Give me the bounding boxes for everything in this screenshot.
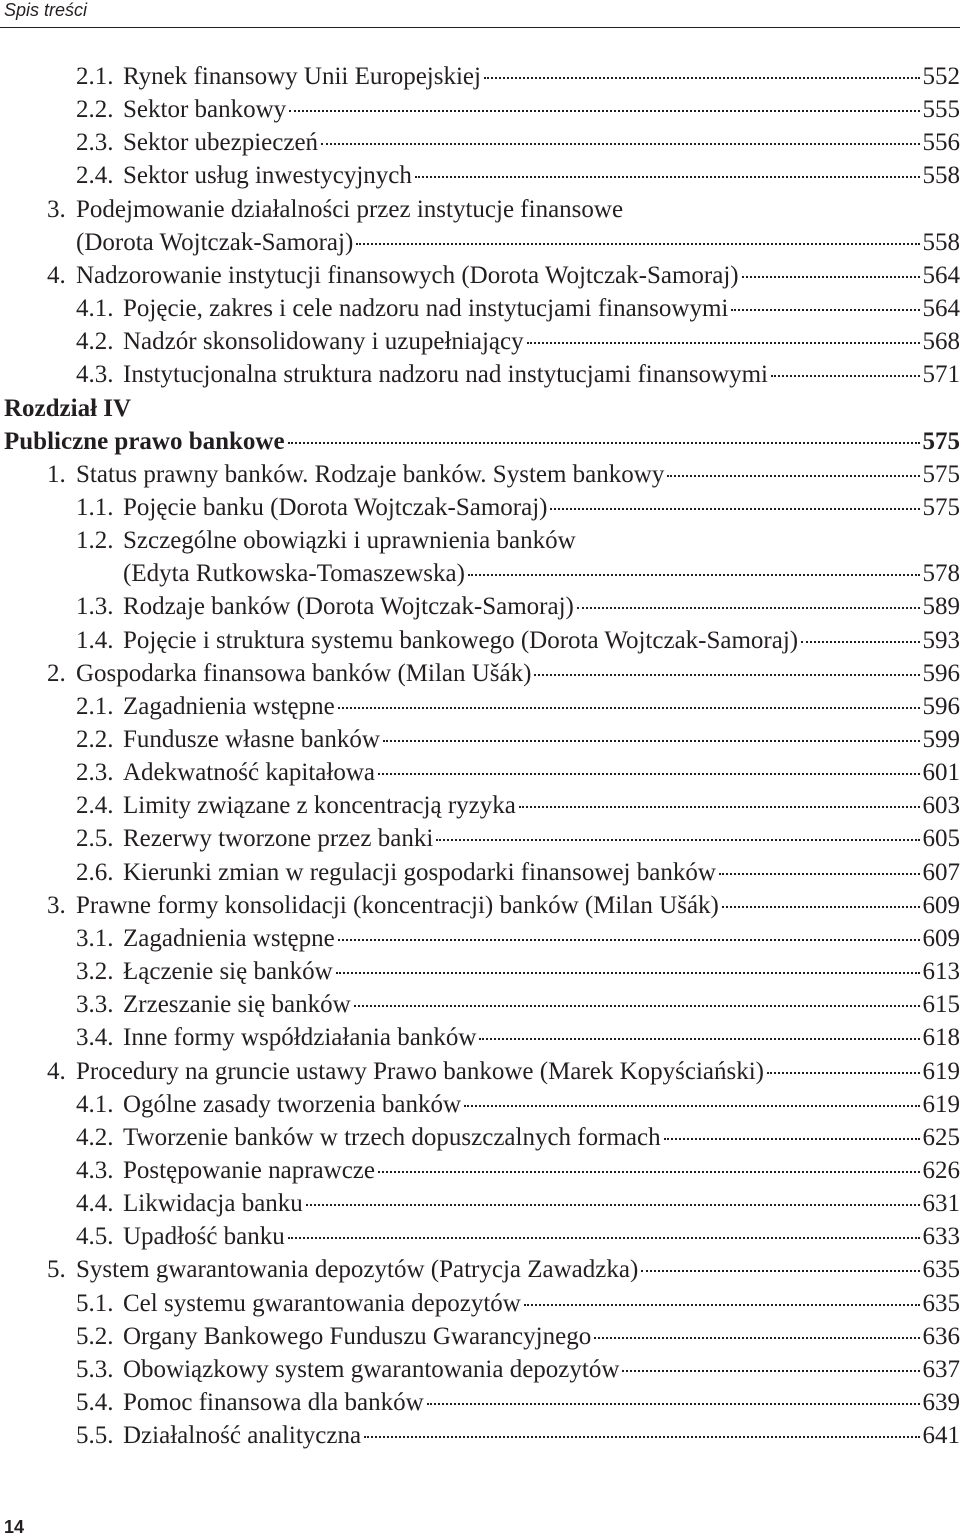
dot-leader	[767, 1072, 919, 1074]
toc-entry-number: 4.2.	[76, 328, 114, 356]
toc-entry-title: Publiczne prawo bankowe	[4, 427, 285, 455]
toc-entry	[0, 193, 960, 226]
dot-leader	[641, 1270, 919, 1272]
dot-leader	[321, 143, 919, 145]
toc-entry-title: Łączenie się banków	[123, 958, 333, 986]
toc-page-number: 593	[922, 626, 960, 654]
dot-leader	[354, 1005, 920, 1007]
toc-entry	[0, 557, 960, 590]
toc-entry-number: 2.3.	[76, 759, 114, 787]
toc-entry-title: Rozdział IV	[4, 394, 132, 422]
toc-entry-title: Rezerwy tworzone przez banki	[123, 825, 434, 853]
toc-entry-number: 5.3.	[76, 1355, 114, 1383]
toc-entry-title: Tworzenie banków w trzech dopuszczalnych formach	[123, 1123, 661, 1151]
toc-page-number: 635	[922, 1289, 960, 1317]
toc-entry	[0, 1320, 960, 1353]
toc-page-number: 641	[922, 1422, 960, 1450]
toc-entry-number: 2.6.	[76, 858, 114, 886]
dot-leader	[288, 442, 920, 444]
toc-entry-title: Status prawny banków. Rodzaje banków. System bankowy	[76, 460, 665, 488]
dot-leader	[484, 77, 920, 79]
toc-page-number: 596	[922, 692, 960, 720]
toc-entry-title: System gwarantowania depozytów (Patrycja Zawadzka)	[76, 1256, 639, 1284]
toc-page-number: 615	[922, 991, 960, 1019]
toc-page-number: 552	[922, 63, 960, 90]
toc-page-number: 564	[922, 295, 960, 323]
toc-entry	[0, 226, 960, 259]
toc-page-number: 578	[922, 560, 960, 588]
toc-page-number: 603	[922, 792, 960, 820]
toc-entry-number: 3.1.	[76, 924, 114, 952]
dot-leader	[306, 1204, 920, 1206]
toc-entry-title: Instytucjonalna struktura nadzoru nad instytucjami finansowymi	[123, 361, 768, 389]
toc-entry-number: 1.	[47, 460, 66, 488]
dot-leader	[364, 1436, 919, 1438]
toc-page-number: 575	[922, 427, 960, 455]
dot-leader	[594, 1337, 919, 1339]
toc-entry	[0, 1386, 960, 1419]
toc-page-number: 609	[922, 924, 960, 952]
dot-leader	[550, 508, 919, 510]
toc-entry	[0, 524, 960, 557]
toc-entry-title: Kierunki zmian w regulacji gospodarki finansowej banków	[123, 858, 716, 886]
toc-entry	[0, 259, 960, 292]
toc-entry	[0, 1021, 960, 1054]
toc-entry	[0, 1419, 960, 1452]
dot-leader	[519, 806, 920, 808]
dot-leader	[427, 1403, 920, 1405]
toc-page-number: 556	[922, 129, 960, 157]
toc-entry-title: Procedury na gruncie ustawy Prawo bankowe (Marek Kopyściański)	[76, 1057, 765, 1085]
dot-leader	[719, 873, 920, 875]
toc-entry-number: 4.	[47, 1057, 66, 1085]
toc-entry-number: 4.1.	[76, 295, 114, 323]
toc-entry-number: 3.	[47, 195, 66, 223]
toc-entry-number: 4.2.	[76, 1123, 114, 1151]
toc-page-number: 596	[922, 659, 960, 687]
toc-entry-title: Zagadnienia wstępne	[123, 924, 335, 952]
toc-page-number: 568	[922, 328, 960, 356]
dot-leader	[722, 906, 920, 908]
toc-entry	[0, 1121, 960, 1154]
toc-page-number: 636	[922, 1322, 960, 1350]
toc-entry	[0, 856, 960, 889]
toc-entry-number: 1.3.	[76, 593, 114, 621]
toc-entry	[0, 690, 960, 723]
toc-page-number: 599	[922, 726, 960, 753]
toc-entry-title: Limity związane z koncentracją ryzyka	[123, 792, 516, 820]
toc-entry	[0, 491, 960, 524]
toc-entry-number: 4.3.	[76, 361, 114, 389]
toc-entry	[0, 822, 960, 855]
dot-leader	[577, 607, 920, 609]
toc-page-number: 633	[922, 1223, 960, 1251]
toc-page-number: 619	[922, 1090, 960, 1118]
toc-entry	[0, 1253, 960, 1286]
dot-leader	[383, 740, 920, 742]
toc-chapter-heading	[0, 392, 960, 425]
toc-entry	[0, 1287, 960, 1320]
toc-entry-number: 2.1.	[76, 63, 114, 90]
toc-entry-title: Sektor usług inwestycyjnych	[123, 162, 412, 190]
toc-page-number: 601	[922, 759, 960, 787]
dot-leader	[468, 574, 920, 576]
toc-page-number: 575	[922, 493, 960, 521]
toc-page-number: 607	[922, 858, 960, 886]
toc-page-number: 571	[922, 361, 960, 389]
toc-entry-number: 1.1.	[76, 493, 114, 521]
toc-entry-number: 5.2.	[76, 1322, 114, 1350]
toc-entry-number: 3.4.	[76, 1024, 114, 1052]
toc-entry-number: 2.	[47, 659, 66, 687]
toc-entry-title: Nadzorowanie instytucji finansowych (Dorota Wojtczak-Samoraj)	[76, 261, 739, 289]
dot-leader	[479, 1038, 919, 1040]
toc-entry-title: Sektor ubezpieczeń	[123, 129, 319, 157]
running-title: Spis treści	[4, 0, 88, 20]
toc-entry	[0, 159, 960, 192]
toc-entry	[0, 458, 960, 491]
toc-entry	[0, 1154, 960, 1187]
toc-entry-title: Obowiązkowy system gwarantowania depozytów	[123, 1355, 620, 1383]
toc-page-number: 637	[922, 1355, 960, 1383]
toc-entry	[0, 1220, 960, 1253]
toc-entry	[0, 590, 960, 623]
dot-leader	[356, 243, 919, 245]
toc-entry-number: 2.2.	[76, 726, 114, 753]
toc-entry-number: 4.3.	[76, 1156, 114, 1184]
toc-entry-title: Pojęcie i struktura systemu bankowego (Dorota Wojtczak-Samoraj)	[123, 626, 799, 654]
toc-page-number: 631	[922, 1190, 960, 1218]
toc-entry-number: 4.1.	[76, 1090, 114, 1118]
toc-entry	[0, 1055, 960, 1088]
dot-leader	[742, 276, 920, 278]
toc-entry-title: (Edyta Rutkowska-Tomaszewska)	[123, 560, 465, 588]
toc-page-number: 605	[922, 825, 960, 853]
toc-entry-number: 2.3.	[76, 129, 114, 157]
toc-page-number: 613	[922, 958, 960, 986]
toc-entry-title: Likwidacja banku	[123, 1190, 303, 1218]
toc-entry	[0, 789, 960, 822]
toc-entry-title: Postępowanie naprawcze	[123, 1156, 375, 1184]
toc-page-number: 639	[922, 1389, 960, 1416]
toc-page-number: 625	[922, 1123, 960, 1151]
dot-leader	[436, 839, 919, 841]
toc-page-number: 564	[922, 261, 960, 289]
toc-entry-number: 1.2.	[76, 527, 114, 555]
toc-entry-number: 5.5.	[76, 1422, 114, 1450]
toc-entry-title: Gospodarka finansowa banków (Milan Ušák)	[76, 659, 532, 687]
toc-entry-number: 5.4.	[76, 1389, 114, 1416]
toc-entry	[0, 292, 960, 325]
toc-entry	[0, 624, 960, 657]
page-number: 14	[4, 1517, 25, 1537]
toc-entry-number: 3.3.	[76, 991, 114, 1019]
toc-page-number: 635	[922, 1256, 960, 1284]
toc-entry-number: 2.4.	[76, 162, 114, 190]
toc-entry-number: 5.1.	[76, 1289, 114, 1317]
toc-page-number: 558	[922, 162, 960, 190]
toc-entry-title: Pojęcie, zakres i cele nadzoru nad instytucjami finansowymi	[123, 295, 729, 323]
toc-entry-number: 2.4.	[76, 792, 114, 820]
toc-entry-number: 3.2.	[76, 958, 114, 986]
toc-page-number: 558	[922, 228, 960, 256]
dot-leader	[336, 972, 920, 974]
dot-leader	[771, 375, 920, 377]
toc-entry-title: (Dorota Wojtczak-Samoraj)	[76, 228, 354, 256]
dot-leader	[534, 674, 919, 676]
dot-leader	[667, 475, 919, 477]
toc-entry-number: 4.4.	[76, 1190, 114, 1218]
dot-leader	[338, 939, 920, 941]
toc-entry-number: 2.5.	[76, 825, 114, 853]
dot-leader	[378, 1171, 920, 1173]
toc-entry	[0, 756, 960, 789]
toc-entry	[0, 1353, 960, 1386]
toc-entry-number: 3.	[47, 891, 66, 919]
toc-chapter-heading	[0, 425, 960, 458]
toc-entry-title: Szczególne obowiązki i uprawnienia banków	[123, 527, 576, 555]
toc-entry-title: Upadłość banku	[123, 1223, 285, 1251]
toc-page-number: 555	[922, 96, 960, 124]
dot-leader	[731, 309, 919, 311]
toc-entry-number: 2.2.	[76, 96, 114, 124]
toc-page-number: 619	[922, 1057, 960, 1085]
dot-leader	[524, 1304, 920, 1306]
toc-entry	[0, 126, 960, 159]
toc-entry	[0, 1088, 960, 1121]
header-divider	[0, 27, 960, 28]
toc-entry-title: Pomoc finansowa dla banków	[123, 1389, 424, 1416]
toc-page-number: 589	[922, 593, 960, 621]
dot-leader	[464, 1105, 919, 1107]
toc-page-number: 609	[922, 891, 960, 919]
toc-entry-number: 5.	[47, 1256, 66, 1284]
toc-entry-title: Rynek finansowy Unii Europejskiej	[123, 63, 481, 90]
toc-entry	[0, 93, 960, 126]
toc-entry-title: Sektor bankowy	[123, 96, 287, 124]
toc-entry-title: Działalność analityczna	[123, 1422, 362, 1450]
dot-leader	[527, 342, 920, 344]
toc-entry-title: Adekwatność kapitałowa	[123, 759, 376, 787]
dot-leader	[415, 176, 920, 178]
toc-entry	[0, 1187, 960, 1220]
toc-entry-title: Inne formy współdziałania banków	[123, 1024, 477, 1052]
toc-entry	[0, 325, 960, 358]
toc-entry-number: 4.5.	[76, 1223, 114, 1251]
toc-entry-title: Rodzaje banków (Dorota Wojtczak-Samoraj)	[123, 593, 574, 621]
toc-entry-title: Fundusze własne banków	[123, 726, 380, 753]
toc-entry-title: Pojęcie banku (Dorota Wojtczak-Samoraj)	[123, 493, 548, 521]
dot-leader	[664, 1138, 920, 1140]
toc-entry	[0, 889, 960, 922]
dot-leader	[338, 707, 920, 709]
toc-page-number: 618	[922, 1024, 960, 1052]
toc-entry-title: Zagadnienia wstępne	[123, 692, 335, 720]
toc-entry	[0, 955, 960, 988]
toc-entry-title: Zrzeszanie się banków	[123, 991, 351, 1019]
toc-entry-title: Cel systemu gwarantowania depozytów	[123, 1289, 521, 1317]
dot-leader	[378, 773, 919, 775]
toc-entry	[0, 358, 960, 391]
toc-entry	[0, 723, 960, 756]
toc-entry	[0, 60, 960, 93]
dot-leader	[289, 110, 919, 112]
toc-entry	[0, 988, 960, 1021]
toc-entry-title: Prawne formy konsolidacji (koncentracji) banków (Milan Ušák)	[76, 891, 719, 919]
toc-page-number: 626	[922, 1156, 960, 1184]
toc-entry-number: 4.	[47, 261, 66, 289]
toc-entry	[0, 922, 960, 955]
toc-entry-number: 2.1.	[76, 692, 114, 720]
toc-entry-title: Ogólne zasady tworzenia banków	[123, 1090, 462, 1118]
toc-entry-number: 1.4.	[76, 626, 114, 654]
toc-entry-title: Nadzór skonsolidowany i uzupełniający	[123, 328, 524, 356]
toc-entry	[0, 657, 960, 690]
dot-leader	[801, 641, 919, 643]
toc-entry-title: Organy Bankowego Funduszu Gwarancyjnego	[123, 1322, 592, 1350]
toc-page-number: 575	[922, 460, 960, 488]
dot-leader	[622, 1370, 919, 1372]
toc-entry-title: Podejmowanie działalności przez instytucje finansowe	[76, 195, 624, 223]
dot-leader	[288, 1237, 920, 1239]
